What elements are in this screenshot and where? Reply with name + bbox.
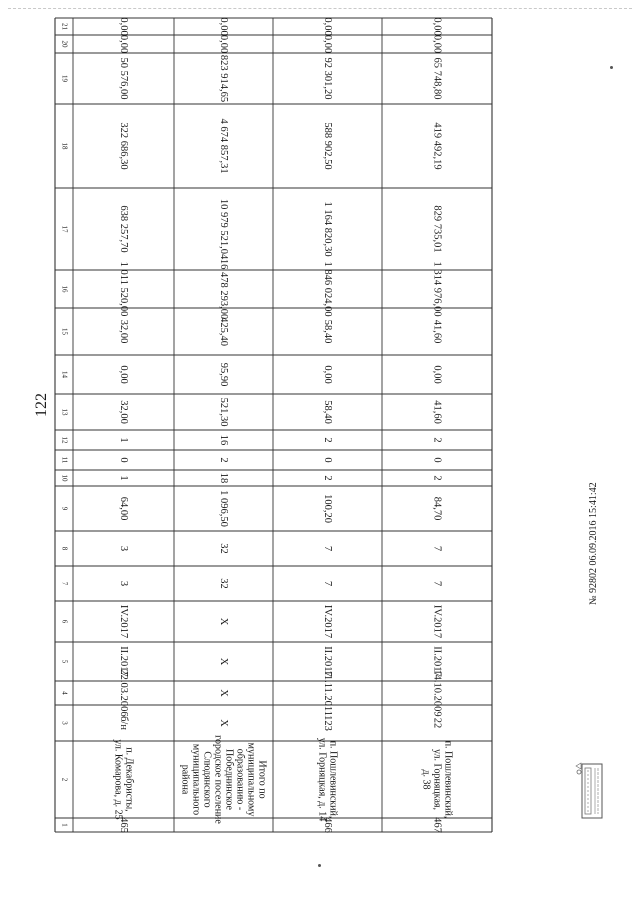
table-cell: 829 735,01 <box>431 205 443 253</box>
address-line: Победнинское <box>223 749 235 810</box>
address-cell <box>180 735 268 824</box>
column-number: 20 <box>60 40 69 48</box>
table-cell: 22 <box>431 717 443 729</box>
table-cell: 1 846 024,00 <box>322 261 334 317</box>
table-cell: 322 686,30 <box>118 122 130 170</box>
table-cell: 0,00 <box>218 17 230 36</box>
table-cell: 1 314 976,00 <box>431 261 443 317</box>
column-number: 17 <box>60 225 69 233</box>
table-cell: IV.2017 <box>431 604 443 639</box>
table-cell: 11.11.2011 <box>322 669 334 717</box>
table-cell: 64,00 <box>118 496 130 521</box>
table-cell: IV.2017 <box>322 604 334 639</box>
address-line: ул. Горняцкая, <box>431 748 443 811</box>
table-cell: 14.10.2009 <box>431 669 443 717</box>
column-number: 11 <box>60 456 69 464</box>
address-cell <box>421 741 454 819</box>
column-number: 15 <box>60 328 69 335</box>
address-line: ул. Комарова, д. 25 <box>112 739 124 820</box>
table-cell: 0,00 <box>322 34 334 54</box>
table-cell: 3 <box>118 545 130 552</box>
table-cell: 7 <box>322 580 334 587</box>
table-cell: 2 <box>218 457 230 463</box>
table-cell: 0,00 <box>431 365 443 384</box>
table-cell: 1 <box>118 475 130 481</box>
table-cell: II.2017 <box>322 646 334 677</box>
address-line: муниципальному <box>245 742 257 817</box>
column-number: 21 <box>60 23 69 30</box>
address-line: района <box>179 764 191 795</box>
address-line: п. Пошлевинский, <box>327 740 339 819</box>
table-cell: 100,20 <box>322 494 334 523</box>
column-number: 9 <box>60 506 69 511</box>
column-number: 12 <box>60 436 69 444</box>
table-cell: 0 <box>431 457 443 463</box>
table-cell: 3 <box>118 580 130 587</box>
column-number: 19 <box>60 75 69 82</box>
address-line: Итого по <box>256 760 268 799</box>
page-number: 122 <box>33 393 50 417</box>
registration-stamp: № 92802 06.09.2016 15:41:42 <box>588 482 599 605</box>
table-cell: 84,70 <box>431 496 443 521</box>
scan-speck <box>610 66 613 69</box>
table-cell: 4 674 857,31 <box>218 118 230 174</box>
table-cell: II.2017 <box>431 646 443 677</box>
column-number: 8 <box>60 546 69 551</box>
table-cell: 2 <box>322 475 334 481</box>
table-cell: 2 <box>322 437 334 443</box>
table-cell: 0 <box>322 457 334 463</box>
address-cell <box>113 739 135 819</box>
address-line: городское поселение <box>212 735 224 824</box>
table-cell: 41,60 <box>431 319 443 344</box>
table-cell: б/н <box>118 716 130 730</box>
table-cell: 419 492,19 <box>431 122 443 170</box>
table-cell: 2 <box>431 437 443 443</box>
address-line: образованию - <box>234 748 246 811</box>
table-cell: X <box>218 617 230 626</box>
table-cell: 823 914,65 <box>218 54 230 103</box>
table-cell: 123 <box>322 715 334 731</box>
table-cell: 588 902,50 <box>322 122 334 170</box>
address-line: Слюдянского <box>201 751 213 808</box>
table-cell: IV.2017 <box>118 604 130 639</box>
table-cell: 425,40 <box>218 317 230 346</box>
table-cell: 2 <box>431 475 443 481</box>
table-cell: 1 096,50 <box>218 490 230 527</box>
table-cell: 1 011 520,00 <box>118 261 130 317</box>
table-cell: 16 478 293,00 <box>218 258 230 320</box>
scan-speck <box>318 864 321 867</box>
table-cell: X <box>218 719 230 727</box>
table-cell: 58,40 <box>322 400 334 424</box>
table-cell: 0,00 <box>431 34 443 54</box>
table-cell: 0,00 <box>322 365 334 384</box>
address-line: д. 38 <box>420 769 432 790</box>
row-number: 466 <box>322 817 334 833</box>
table-cell: 95,90 <box>218 362 230 387</box>
table-cell: 32,00 <box>118 400 130 424</box>
table-cell: 50 576,00 <box>118 57 130 100</box>
address-line: п. Декабристы, <box>123 747 135 812</box>
table-cell: 0,00 <box>118 365 130 384</box>
table-cell: 32 <box>218 543 230 554</box>
column-number: 10 <box>60 474 69 482</box>
table-cell: 1 <box>118 437 130 443</box>
table-cell: II.2017 <box>118 646 130 677</box>
table-cell: 58,40 <box>322 319 334 344</box>
table-cell: X <box>218 689 230 697</box>
column-number: 3 <box>60 721 69 725</box>
row-number: 467 <box>431 817 443 833</box>
seal-logo <box>574 760 610 822</box>
table-cell: 22.03.2006 <box>118 669 130 717</box>
table-cells <box>60 17 453 833</box>
column-number: 13 <box>60 408 69 416</box>
column-number: 14 <box>60 371 69 378</box>
column-number: 16 <box>60 285 69 293</box>
column-number: 18 <box>60 142 69 150</box>
table-cell: 10 979 521,04 <box>218 198 230 260</box>
table-cell: 16 <box>218 434 230 446</box>
table-cell: 32 <box>218 578 230 589</box>
table-cell: 0,00 <box>322 17 334 36</box>
address-line: п. Пошлевинский, <box>442 740 454 819</box>
column-number: 5 <box>60 659 69 664</box>
column-number: 4 <box>60 691 69 695</box>
table-cell: 7 <box>431 545 443 552</box>
table-cell: 18 <box>218 472 230 484</box>
table-cell: 521,30 <box>218 397 230 427</box>
table-cell: 41,60 <box>431 400 443 424</box>
address-cell <box>317 738 339 822</box>
table-cell: 0,00 <box>118 34 130 54</box>
column-number: 6 <box>60 619 69 624</box>
table-cell: 7 <box>322 545 334 552</box>
column-number: 7 <box>60 581 69 586</box>
table-cell: X <box>218 657 230 666</box>
table-cell: 32,00 <box>118 319 130 344</box>
address-line: ул. Горняцкая, д. 14 <box>316 737 328 822</box>
row-number: 465 <box>118 817 130 833</box>
table-cell: 0,00 <box>431 17 443 36</box>
table-cell: 65 748,80 <box>431 57 443 100</box>
column-number: 1 <box>60 823 69 827</box>
table-cell: 92 301,20 <box>322 57 334 100</box>
table-cell: 1 164 820,30 <box>322 201 334 257</box>
table-cell: 638 257,70 <box>118 205 130 253</box>
column-number: 2 <box>60 777 69 782</box>
table-cell: 0 <box>118 457 130 463</box>
table-cell: 7 <box>431 580 443 587</box>
table-cell: 0,00 <box>118 17 130 36</box>
table-cell: 0,00 <box>218 34 230 54</box>
address-line: муниципального <box>190 743 202 816</box>
